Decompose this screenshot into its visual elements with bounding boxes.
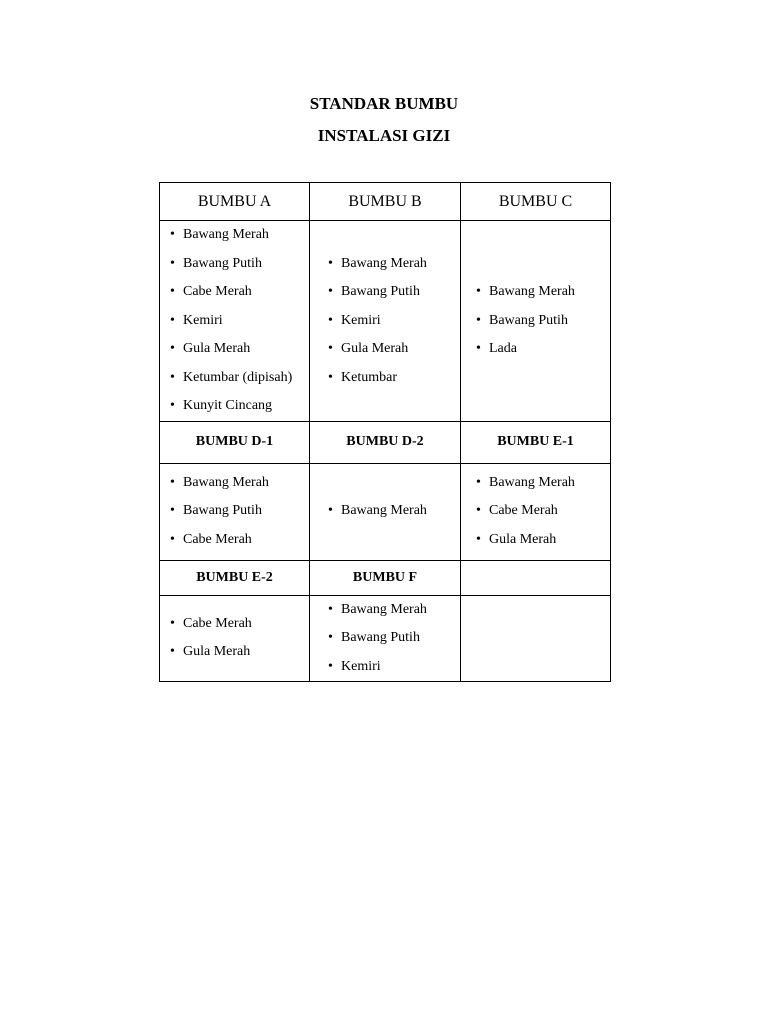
- header-label: BUMBU D-1: [195, 434, 274, 449]
- header-label: BUMBU E-1: [497, 434, 574, 449]
- header-row: [160, 421, 611, 463]
- ingredients-row: [160, 463, 611, 560]
- table-header-cell: [461, 560, 611, 595]
- ingredient-item: • Kemiri: [341, 653, 460, 682]
- ingredient-cell: [310, 595, 461, 682]
- table-header-cell: [461, 421, 611, 463]
- ingredient-list: [310, 250, 460, 393]
- ingredient-list: [461, 469, 610, 555]
- ingredient-cell: [160, 221, 310, 422]
- header-row: [160, 183, 611, 221]
- ingredient-list: [160, 469, 309, 555]
- ingredient-item: • Lada: [489, 335, 610, 364]
- ingredient-item: • Gula Merah: [183, 638, 309, 667]
- ingredient-item: • Gula Merah: [183, 335, 309, 364]
- ingredient-item: • Kunyit Cincang: [183, 392, 309, 421]
- ingredient-list: [160, 221, 309, 421]
- table-header-cell: [310, 421, 461, 463]
- header-label: BUMBU C: [498, 192, 573, 210]
- ingredient-list: [310, 596, 460, 682]
- ingredient-item: • Cabe Merah: [183, 278, 309, 307]
- ingredient-cell: [310, 463, 461, 560]
- ingredient-item: • Bawang Merah: [341, 497, 460, 526]
- ingredients-row: [160, 221, 611, 422]
- ingredient-item: • Bawang Putih: [341, 278, 460, 307]
- ingredient-cell: [461, 595, 611, 682]
- ingredient-item: • Ketumbar: [341, 364, 460, 393]
- ingredient-cell: [461, 221, 611, 422]
- ingredient-cell: [160, 463, 310, 560]
- ingredient-list: [310, 497, 460, 526]
- ingredient-item: • Bawang Putih: [341, 624, 460, 653]
- ingredient-item: • Bawang Putih: [183, 497, 309, 526]
- header-label: BUMBU B: [348, 192, 422, 210]
- ingredient-item: • Bawang Merah: [183, 469, 309, 498]
- header-label: BUMBU D-2: [346, 434, 424, 449]
- ingredient-item: • Cabe Merah: [183, 610, 309, 639]
- ingredients-row: [160, 595, 611, 682]
- ingredient-cell: [461, 463, 611, 560]
- table-header-cell: [160, 183, 310, 221]
- ingredient-item: • Bawang Putih: [183, 250, 309, 279]
- ingredient-cell: [160, 595, 310, 682]
- ingredient-item: • Ketumbar (dipisah): [183, 364, 309, 393]
- header-label: BUMBU F: [352, 569, 418, 585]
- table-header-cell: [160, 421, 310, 463]
- ingredient-item: • Bawang Merah: [341, 596, 460, 625]
- header-label: BUMBU A: [197, 192, 272, 210]
- ingredient-item: • Kemiri: [341, 307, 460, 336]
- ingredient-list: [461, 278, 610, 364]
- ingredient-item: • Gula Merah: [489, 526, 610, 555]
- ingredient-item: • Bawang Merah: [341, 250, 460, 279]
- ingredient-cell: [310, 221, 461, 422]
- document-title: STANDAR BUMBU: [309, 94, 459, 113]
- table-header-cell: [310, 183, 461, 221]
- ingredient-item: • Bawang Merah: [489, 278, 610, 307]
- header-label: BUMBU E-2: [196, 569, 273, 585]
- table-header-cell: [461, 183, 611, 221]
- seasoning-standard-table: [159, 182, 611, 682]
- ingredient-list: [160, 610, 309, 667]
- header-row: [160, 560, 611, 595]
- ingredient-item: • Cabe Merah: [489, 497, 610, 526]
- document-subtitle: INSTALASI GIZI: [317, 126, 451, 145]
- table-header-cell: [160, 560, 310, 595]
- ingredient-item: • Bawang Merah: [183, 221, 309, 250]
- ingredient-item: • Bawang Putih: [489, 307, 610, 336]
- table-header-cell: [310, 560, 461, 595]
- ingredient-item: • Cabe Merah: [183, 526, 309, 555]
- ingredient-item: • Bawang Merah: [489, 469, 610, 498]
- ingredient-item: • Kemiri: [183, 307, 309, 336]
- ingredient-item: • Gula Merah: [341, 335, 460, 364]
